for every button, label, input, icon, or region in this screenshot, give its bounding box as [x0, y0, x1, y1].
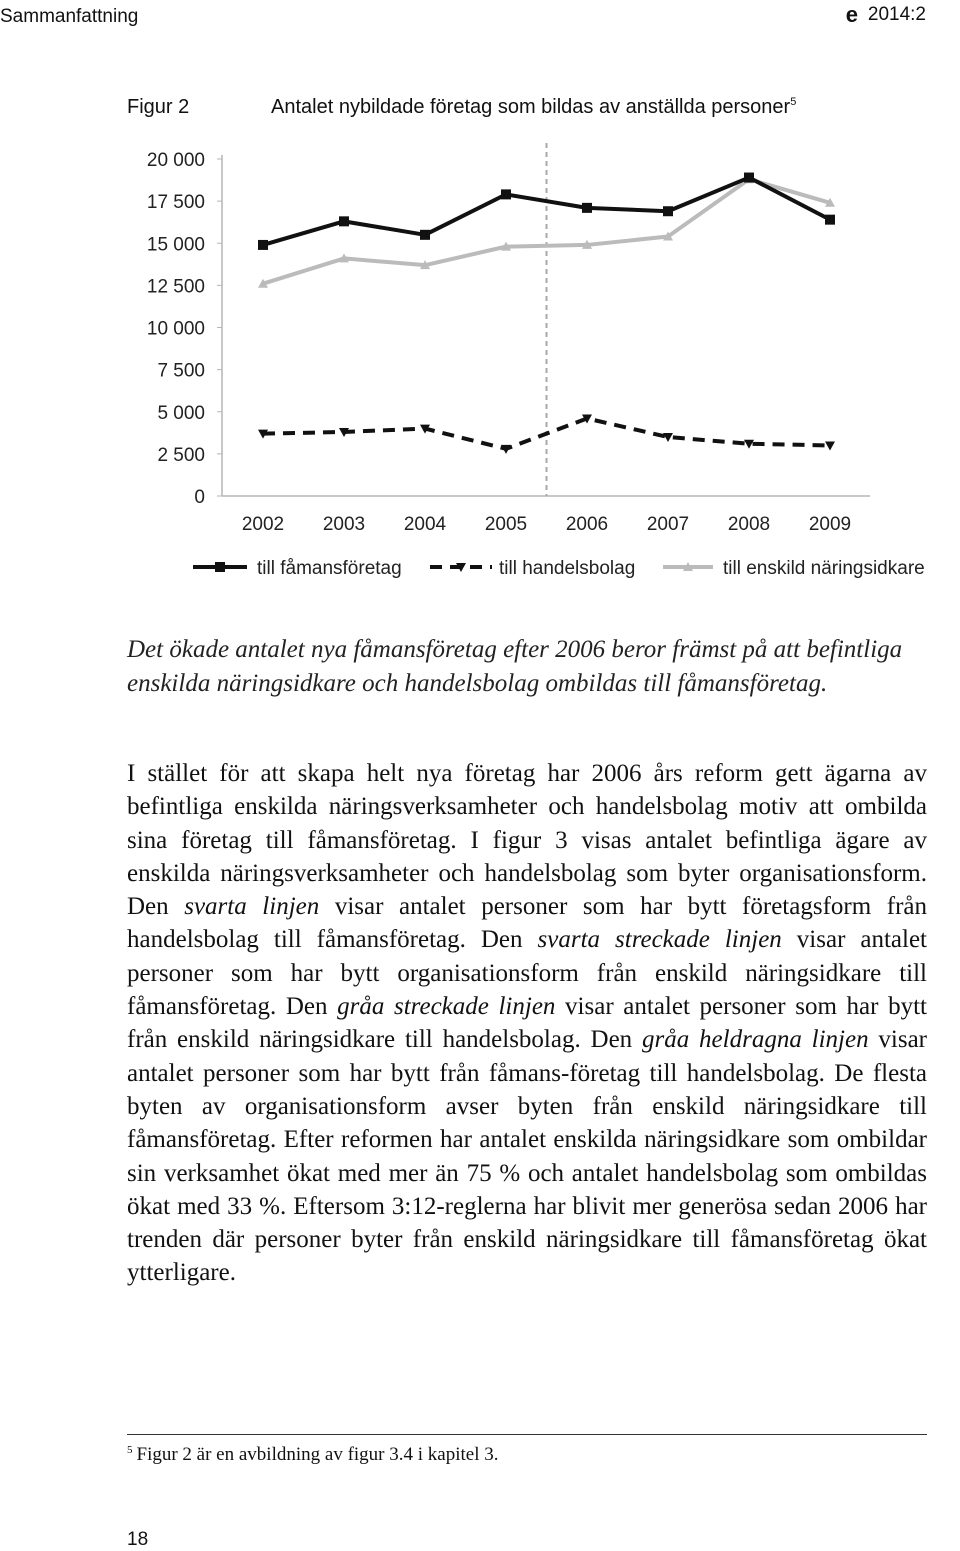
y-tick-label: 15 000	[146, 234, 205, 256]
series-1-point	[339, 216, 349, 226]
y-tick-label: 2 500	[157, 444, 205, 466]
publisher-logo-icon: e	[845, 2, 858, 27]
figure-caption: Det ökade antalet nya fåmansföretag efter 2006 beror främst på att befintliga enskilda näringsidkare och handelsbolag ombildas till fåmansföretag.	[127, 636, 903, 697]
y-tick-label: 10 000	[146, 318, 205, 340]
footnote-number: 5	[127, 1444, 133, 1456]
issue-number: 2014:2	[867, 4, 926, 25]
line-chart	[0, 135, 960, 595]
x-tick-label: 2006	[565, 514, 609, 535]
body-text-part: I stället för att skapa helt nya företag har 2006 års reform gett ägarna av befintliga enskilda näringsverksamheter och handelsbolag motiv att ombilda sina företag till fåmansföretag. I figur 3 visas antalet befintliga ägare av enskilda näringsverksamheter och handelsbolag som byter organisationsform. Den	[127, 760, 927, 921]
y-tick-label: 5 000	[157, 402, 205, 424]
x-tick-label: 2007	[646, 514, 690, 535]
running-header-section: Sammanfattning	[0, 6, 139, 27]
body-emphasis: svarta streckade linjen	[537, 926, 782, 954]
footnote-divider	[127, 1434, 927, 1435]
series-1-point	[582, 203, 592, 213]
body-text-part: visar antalet personer som har bytt företagsform från handelsbolag till fåmansföretag. Den	[127, 893, 927, 954]
page-number: 18	[127, 1529, 149, 1550]
body-emphasis: gråa heldragna linjen	[642, 1026, 869, 1054]
series-1-point	[825, 215, 835, 225]
x-tick-label: 2002	[241, 514, 285, 535]
series-line-3	[263, 179, 830, 283]
body-paragraph	[127, 757, 927, 1290]
series-2-point	[744, 440, 754, 449]
y-tick-label: 12 500	[146, 276, 205, 298]
y-tick-label: 20 000	[146, 150, 205, 171]
legend-marker-1	[215, 562, 225, 572]
legend-label: till enskild näringsidkare	[723, 558, 925, 579]
y-tick-label: 17 500	[146, 192, 205, 214]
figure-title-text: Antalet nybildade företag som bildas av anställda personer	[271, 96, 791, 118]
x-tick-label: 2008	[727, 514, 771, 535]
body-text-part: visar antalet personer som har bytt organisationsform från enskild näringsidkare till fåmansföretag. Den	[127, 926, 928, 1021]
body-text-part: visar antalet personer som har bytt från fåmans-företag till handelsbolag. De flesta byten av organisationsform avser byten från enskild näringsidkare till fåmansföretag. Efter reformen har antalet enskilda näringsidkare som ombildar sin verksamhet ökat med mer än 75 % och antalet handelsbolag som ombildas ökat med 33 %. Eftersom 3:12-reglerna har blivit mer generösa sedan 2006 har trenden där personer byter från enskild näringsidkare till fåmansföretag ökat ytterligare.	[127, 1026, 927, 1287]
figure-label: Figur 2	[127, 96, 190, 118]
series-1-point	[420, 230, 430, 240]
x-tick-label: 2003	[322, 514, 366, 535]
series-2-point	[825, 441, 835, 450]
series-1-point	[258, 240, 268, 250]
body-text-part: visar antalet personer som har bytt från enskild näringsidkare till handelsbolag. Den	[127, 993, 927, 1054]
x-tick-label: 2004	[403, 514, 447, 535]
y-tick-label: 7 500	[157, 360, 205, 382]
series-1-point	[744, 173, 754, 183]
footnote-ref: 5	[790, 96, 797, 108]
y-tick-label: 0	[194, 487, 205, 508]
x-tick-label: 2005	[484, 514, 528, 535]
legend-label: till fåmansföretag	[257, 558, 402, 579]
body-emphasis: svarta linjen	[184, 893, 320, 921]
series-1-point	[663, 206, 673, 216]
footnote	[127, 1444, 498, 1466]
x-tick-label: 2009	[808, 514, 852, 535]
series-1-point	[501, 189, 511, 199]
figure-title	[271, 96, 796, 119]
footnote-text: Figur 2 är en avbildning av figur 3.4 i kapitel 3.	[136, 1444, 499, 1465]
running-header-issue	[842, 4, 926, 26]
body-emphasis: gråa streckade linjen	[337, 993, 556, 1021]
legend-label: till handelsbolag	[499, 558, 636, 579]
